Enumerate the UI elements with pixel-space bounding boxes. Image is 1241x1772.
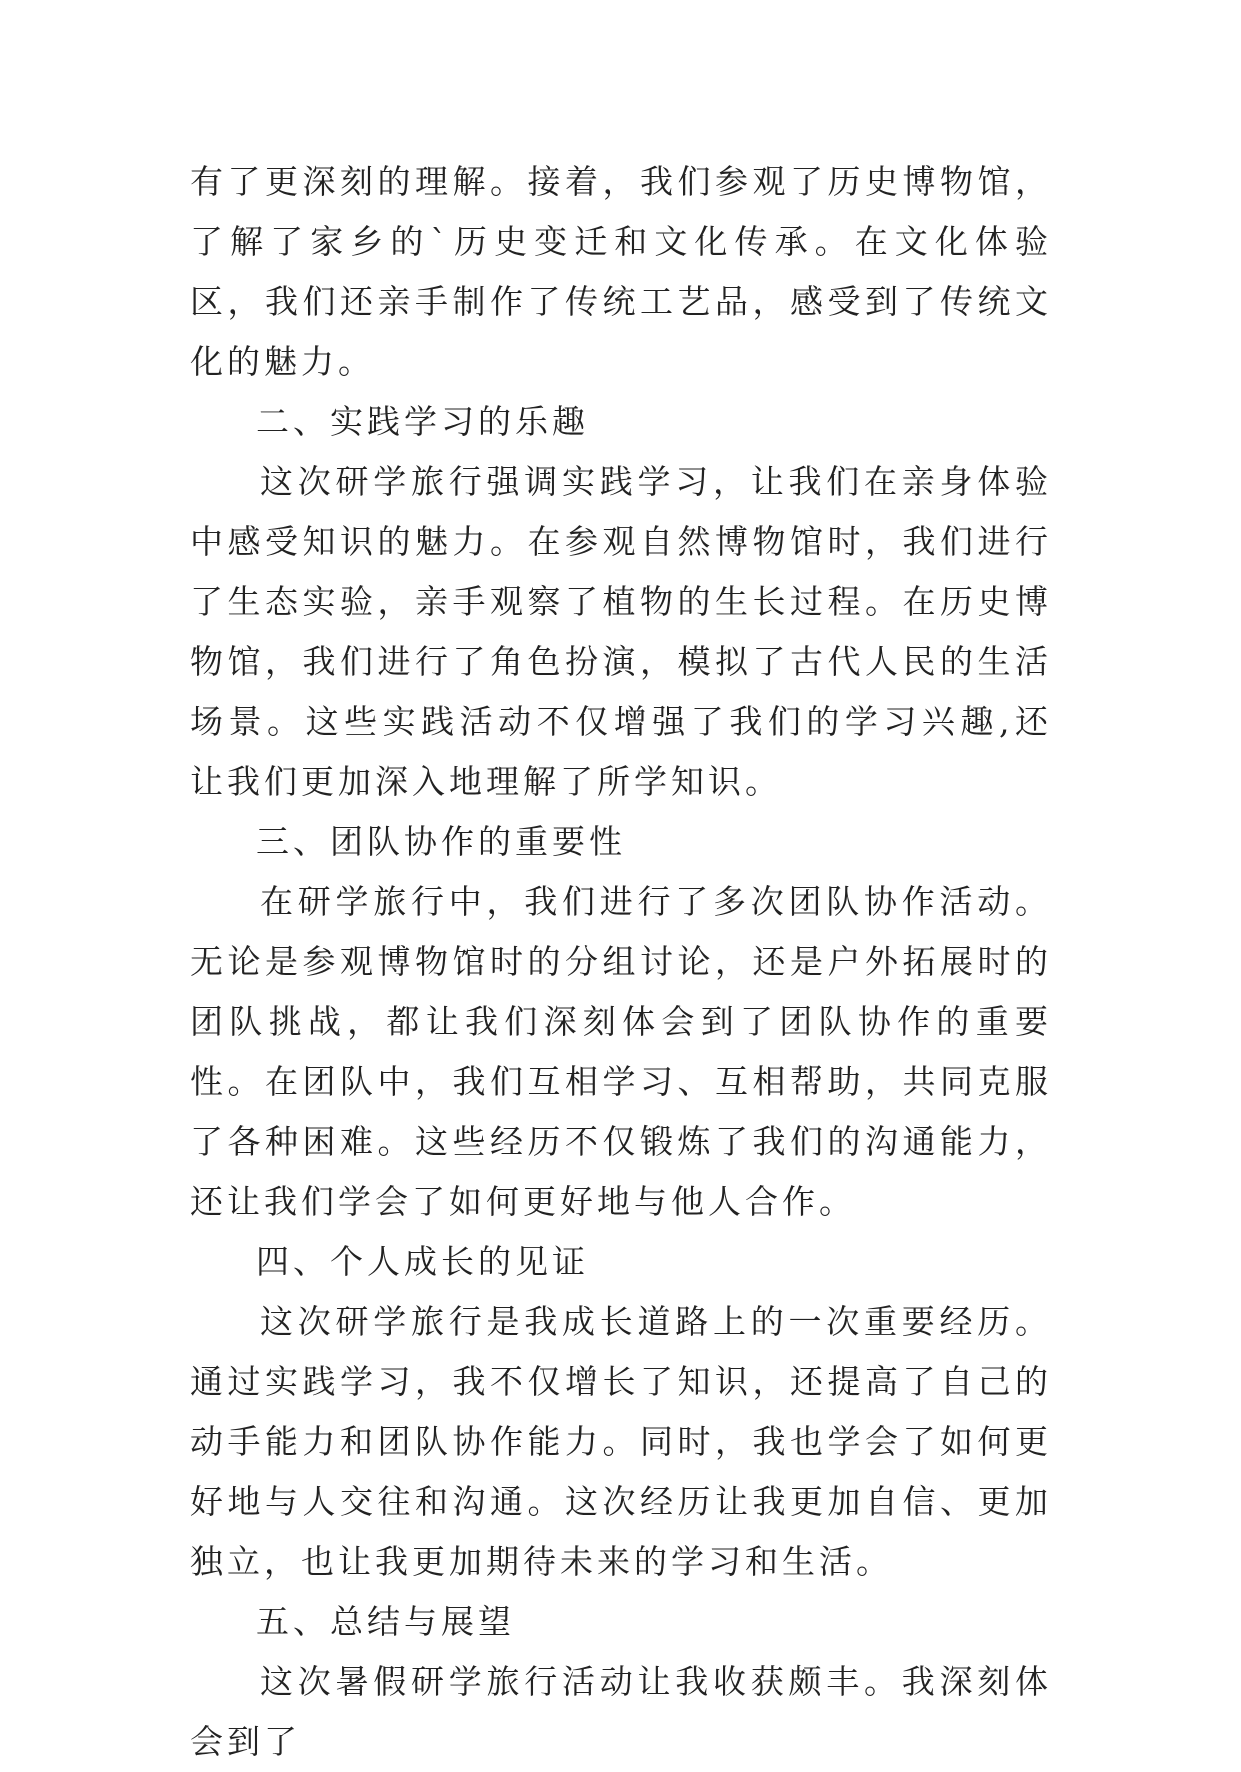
paragraph-practice: 这次研学旅行强调实践学习，让我们在亲身体验中感受知识的魅力。在参观自然博物馆时，我们进行了生态实验，亲手观察了植物的生长过程。在历史博物馆，我们进行了角色扮演，模拟了古代人民的生活场景。这些实践活动不仅增强了我们的学习兴趣,还让我们更加深入地理解了所学知识。: [190, 462, 1052, 801]
section-heading-summary: 五、总结与展望: [256, 1602, 515, 1641]
document-body: [190, 152, 1052, 1772]
paragraph-teamwork: 在研学旅行中，我们进行了多次团队协作活动。无论是参观博物馆时的分组讨论，还是户外拓展时的团队挑战，都让我们深刻体会到了团队协作的重要性。在团队中，我们互相学习、互相帮助，共同克服了各种困难。这些经历不仅锻炼了我们的沟通能力，还让我们学会了如何更好地与他人合作。: [190, 882, 1052, 1221]
paragraph-growth: 这次研学旅行是我成长道路上的一次重要经历。通过实践学习，我不仅增长了知识，还提高了自己的动手能力和团队协作能力。同时，我也学会了如何更好地与人交往和沟通。这次经历让我更加自信、更加独立，也让我更加期待未来的学习和生活。: [190, 1302, 1052, 1581]
paragraph-summary: 这次暑假研学旅行活动让我收获颇丰。我深刻体会到了: [190, 1662, 1052, 1761]
section-heading-growth: 四、个人成长的见证: [256, 1242, 589, 1281]
section-heading-teamwork: 三、团队协作的重要性: [256, 822, 626, 861]
section-heading-practice: 二、实践学习的乐趣: [256, 402, 589, 441]
paragraph-intro-continued: 有了更深刻的理解。接着，我们参观了历史博物馆，了解了家乡的`历史变迁和文化传承。在文化体验区，我们还亲手制作了传统工艺品，感受到了传统文化的魅力。: [190, 162, 1052, 381]
